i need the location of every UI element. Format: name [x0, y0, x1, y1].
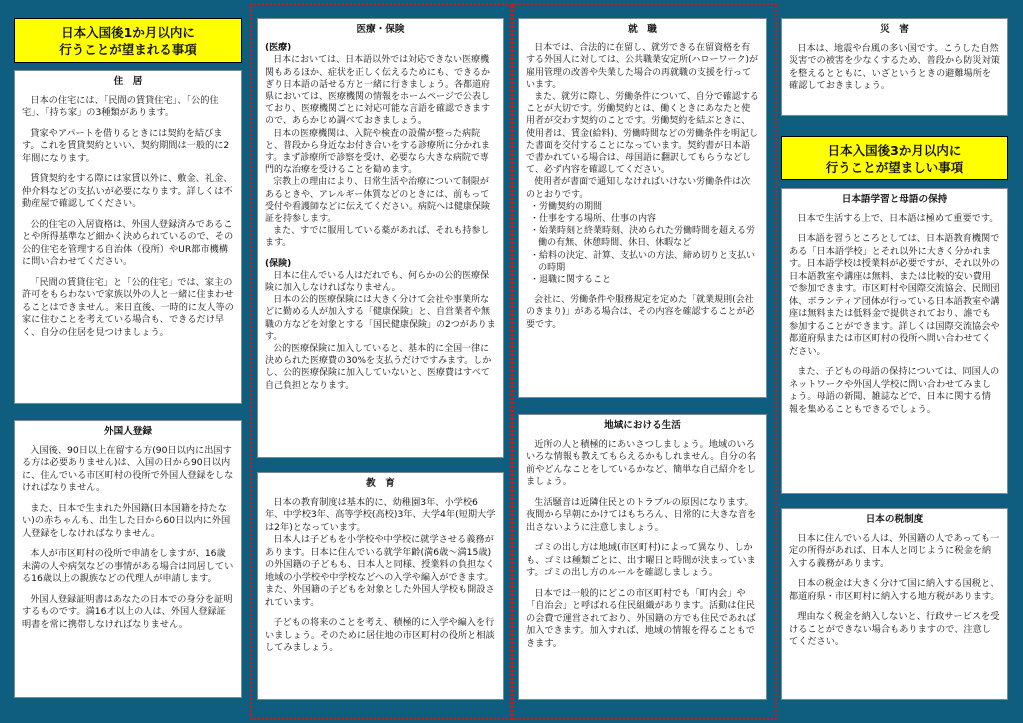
paragraph: 日本に住んでいる人は、外国籍の人であっても一定の所得があれば、日本人と同じように税金を納入する義務があります。	[789, 532, 1000, 569]
subheading-insurance: (保険)	[265, 258, 292, 269]
paragraph: 日本においては、日本語以外では対応できない医療機関もあるほか、症状を正しく伝えるためにも、できるかぎり日本語の話せる方と一緒に行きましょう。各都道府県においては、医療機関の情報をホームページで公表しており、医療機関ごとに対応可能な言語を確認できますので、あらかじめ調べておきましょう。	[265, 55, 491, 127]
banner-one-month: 日本入国後1か月以内に 行うことが望まれる事項	[14, 18, 242, 63]
paragraph: 日本の教育制度は基本的に、幼稚園3年、小学校6年、中学校3年、高等学校(高校)3年、大学4年(短期大学は2年)となっています。	[265, 496, 496, 533]
section-disaster	[781, 18, 1008, 116]
paragraph: 日本の税金は大きく分けて国に納入する国税と、都道府県・市区町村に納入する地方税があります。	[789, 578, 1000, 602]
section-title: 就 職	[628, 24, 657, 35]
list-item: ・仕事をする場所、仕事の内容	[530, 214, 657, 225]
section-title: 地域における生活	[604, 420, 681, 431]
list-item: ・給料の決定、計算、支払いの方法、締め切りと支払いの時期	[530, 250, 756, 273]
section-title: 外国人登録	[104, 426, 152, 437]
section-language	[781, 188, 1008, 494]
paragraph: 日本語を習うところとしては、日本語教育機関である「日本語学校」とそれ以外に大きく分かれます。日本語学校は授業料が必要ですが、それ以外の日本語教室や講座は無料、または比較的安い費用で参加できます。市区町村や国際交流協会、民間団体、ボランティア団体が行っている日本語教室や講座は無料または低料金で提供されており、誰でも参加することができます。詳しくは国際交流協会や都道府県または市区町村の役所へ問い合わせてください。	[789, 233, 1000, 357]
paragraph: 賃貸契約をする際には家賃以外に、敷金、礼金、仲介料などの支払いが必要になります。詳しくは不動産屋で確認してください。	[22, 173, 233, 209]
paragraph: 公的医療保険に加入していると、基本的に全国一律に決められた医療費の30%を支払うだけですみます。しかし、公的医療保険に加入していないと、医療費はすべて自己負担となります。	[265, 344, 492, 391]
paragraph: 日本は、地震や台風の多い国です。こうした自然災害での被害を少なくするため、普段から防災対策を整えるとともに、いざというときの避難場所を確認しておきましょう。	[789, 42, 1000, 91]
paragraph: 日本で生活する上で、日本語は極めて重要です。	[797, 212, 999, 224]
section-title: 日本語学習と母語の保持	[841, 194, 948, 205]
paragraph: 日本の医療機関は、入院や検査の設備が整った病院と、普段から身近なお付き合いをする診療所に分かれます。まず診療所で診察を受け、必要なら大きな病院で専門的な治療を受けることを勧めます。	[265, 128, 491, 176]
paragraph: 理由なく税金を納入しないと、行政サービスを受けることができない場合もありますので、注意してください。	[789, 611, 1000, 647]
section-title: 教 育	[366, 478, 395, 489]
section-title: 日本の税制度	[865, 514, 924, 525]
paragraph: 日本では一般的にどこの市区町村でも「町内会」や「自治会」と呼ばれる住民組織があります。活動は住民の会費で運営されており、外国籍の方でも住民であれば加入できます。加入すれば、地域の情報を得ることもできます。	[526, 587, 756, 649]
paragraph: また、すでに服用している薬があれば、それも持参します。	[265, 226, 490, 249]
paragraph: ゴミの出し方は地域(市区町村)によって異なり、しかも、ゴミは種類ごとに、出す曜日と時間が決まっています。ゴミの出し方のルールを確認しましょう。	[526, 542, 756, 578]
labor-conditions-list	[526, 201, 759, 286]
paragraph: 日本に住んでいる人はだれでも、何らかの公的医療保険に加入しなければなりません。	[265, 270, 490, 294]
list-item: ・始業時刻と終業時刻、決められた労働時間を超える労働の有無、休憩時間、休日、休暇など	[530, 226, 756, 249]
paragraph: 使用者が書面で通知しなければいけない労働条件は次のとおりです。	[526, 177, 751, 200]
section-community	[518, 414, 767, 700]
paragraph: 貸家やアパートを借りるときには契約を結びます。これを賃貸契約といい、契約期間は一般的に2年間になります。	[22, 127, 230, 164]
section-registration	[14, 420, 242, 698]
section-title: 医療・保険	[356, 24, 405, 35]
section-employment	[518, 18, 767, 398]
paragraph: 生活騒音は近隣住民とのトラブルの原因になります。夜間から早朝にかけてはもちろん、日常的に大きな音を出さないように注意しましょう。	[526, 496, 757, 533]
section-medical	[257, 18, 504, 458]
list-item: ・労働契約の期間	[530, 201, 603, 212]
paragraph: 宗教上の理由により、日常生活や治療について制限があるときや、アレルギー体質などのときには、前もって受付や看護師などに伝えてください。病院へは健康保険証を持参します。	[265, 177, 491, 225]
paragraph: 会社に、労働条件や服務規定を定めた「就業規則(会社のきまり)」がある場合は、その内容を確認することが必要です。	[526, 295, 755, 330]
paragraph: 日本の公的医療保険には大きく分けて会社や事業所などに勤める人が加入する「健康保険」と、自営業者や無職の方などを対象とする「国民健康保険」の2つがあります。	[265, 295, 496, 342]
list-item: ・退職に関すること	[530, 275, 612, 286]
paragraph: 近所の人と積極的にあいさつしましょう。地域のいろいろな情報も教えてもらえるかもしれません。自分の名前やどんなことをしているかなど、簡単な自己紹介をしましょう。	[526, 438, 757, 487]
section-title: 災 害	[880, 24, 909, 35]
paragraph: 「民間の賃貸住宅」と「公的住宅」では、家主の許可をもらわないで家族以外の人と一緒に住まわせることはできません。来日直後、一時的に友人等の家に住むことを考えている場合も、できるだけ早く、自分の住居を見つけましょう。	[22, 276, 234, 338]
paragraph: 入国後、90日以上在留する方(90日以内に出国する方は必要ありません)は、入国の日から90日以内に、住んでいる市区町村の役所で外国人登録をしなければなりません。	[22, 444, 234, 493]
paragraph: 公的住宅の入居資格は、外国人登録済みであることや所得基準など細かく決められているので、その公的住宅を管理する自治体（役所）やUR都市機構に問い合わせてください。	[22, 218, 234, 267]
paragraph: また、日本で生まれた外国籍(日本国籍を持たない)の赤ちゃんも、出生した日から60日以内に外国人登録をしなければなりません。	[22, 502, 231, 539]
section-education	[257, 472, 504, 700]
section-housing	[14, 70, 242, 404]
paragraph: また、子どもの母語の保持については、同国人のネットワークや外国人学校に問い合わせてみましょう。母語の新聞、雑誌などで、日本に関する情報を集めることもできるでしょう。	[789, 366, 1000, 415]
section-title: 住 居	[113, 76, 143, 87]
paragraph: 本人が市区町村の役所で申請をしますが、16歳未満の人や病気などの事情がある場合は同居している16歳以上の親族などの代理人が申請します。	[22, 548, 234, 584]
paragraph: また、就労に際し、労働条件について、自分で確認することが大切です。労働契約とは、働くときにあなたと使用者が交わす契約のことです。労働契約を結ぶときに、使用者は、賃金(給料)、労働時間などの労働条件を明記した書面を交付することになっています。契約書が日本語で書かれている場合は、母国語に翻訳してもらうなどして、必ず内容を確認してください。	[526, 92, 759, 176]
section-tax	[781, 508, 1008, 700]
paragraph: 外国人登録証明書はあなたの日本での身分を証明するものです。満16才以上の人は、外国人登録証明書を常に携帯しなければなりません。	[22, 593, 233, 630]
paragraph: 日本人は子どもを小学校や中学校に就学させる義務があります。日本に住んでいる就学年齢(満6歳～満15歳)の外国籍の子どもも、日本人と同様、授業料の負担なく地域の小学校や中学校などへの入学や編入ができます。また、外国籍の子どもを対象とした外国人学校も開設されています。	[265, 534, 495, 608]
paragraph: 子どもの将来のことを考え、積極的に入学や編入を行いましょう。そのために居住地の市区町村の役所と相談してみましょう。	[265, 617, 495, 653]
paragraph: 日本では、合法的に在留し、就労できる在留資格を有する外国人に対しては、公共職業安定所(ハローワーク)が雇用管理の改善や失業した場合の再就職の支援を行っています。	[526, 43, 759, 90]
subheading-medical: (医療)	[265, 43, 292, 54]
paragraph: 日本の住宅には、「民間の賃貸住宅」、「公的住宅」、「持ち家」の3種類があります。	[22, 94, 219, 118]
banner-three-month: 日本入国後3か月以内に 行うことが望ましい事項	[781, 136, 1008, 180]
